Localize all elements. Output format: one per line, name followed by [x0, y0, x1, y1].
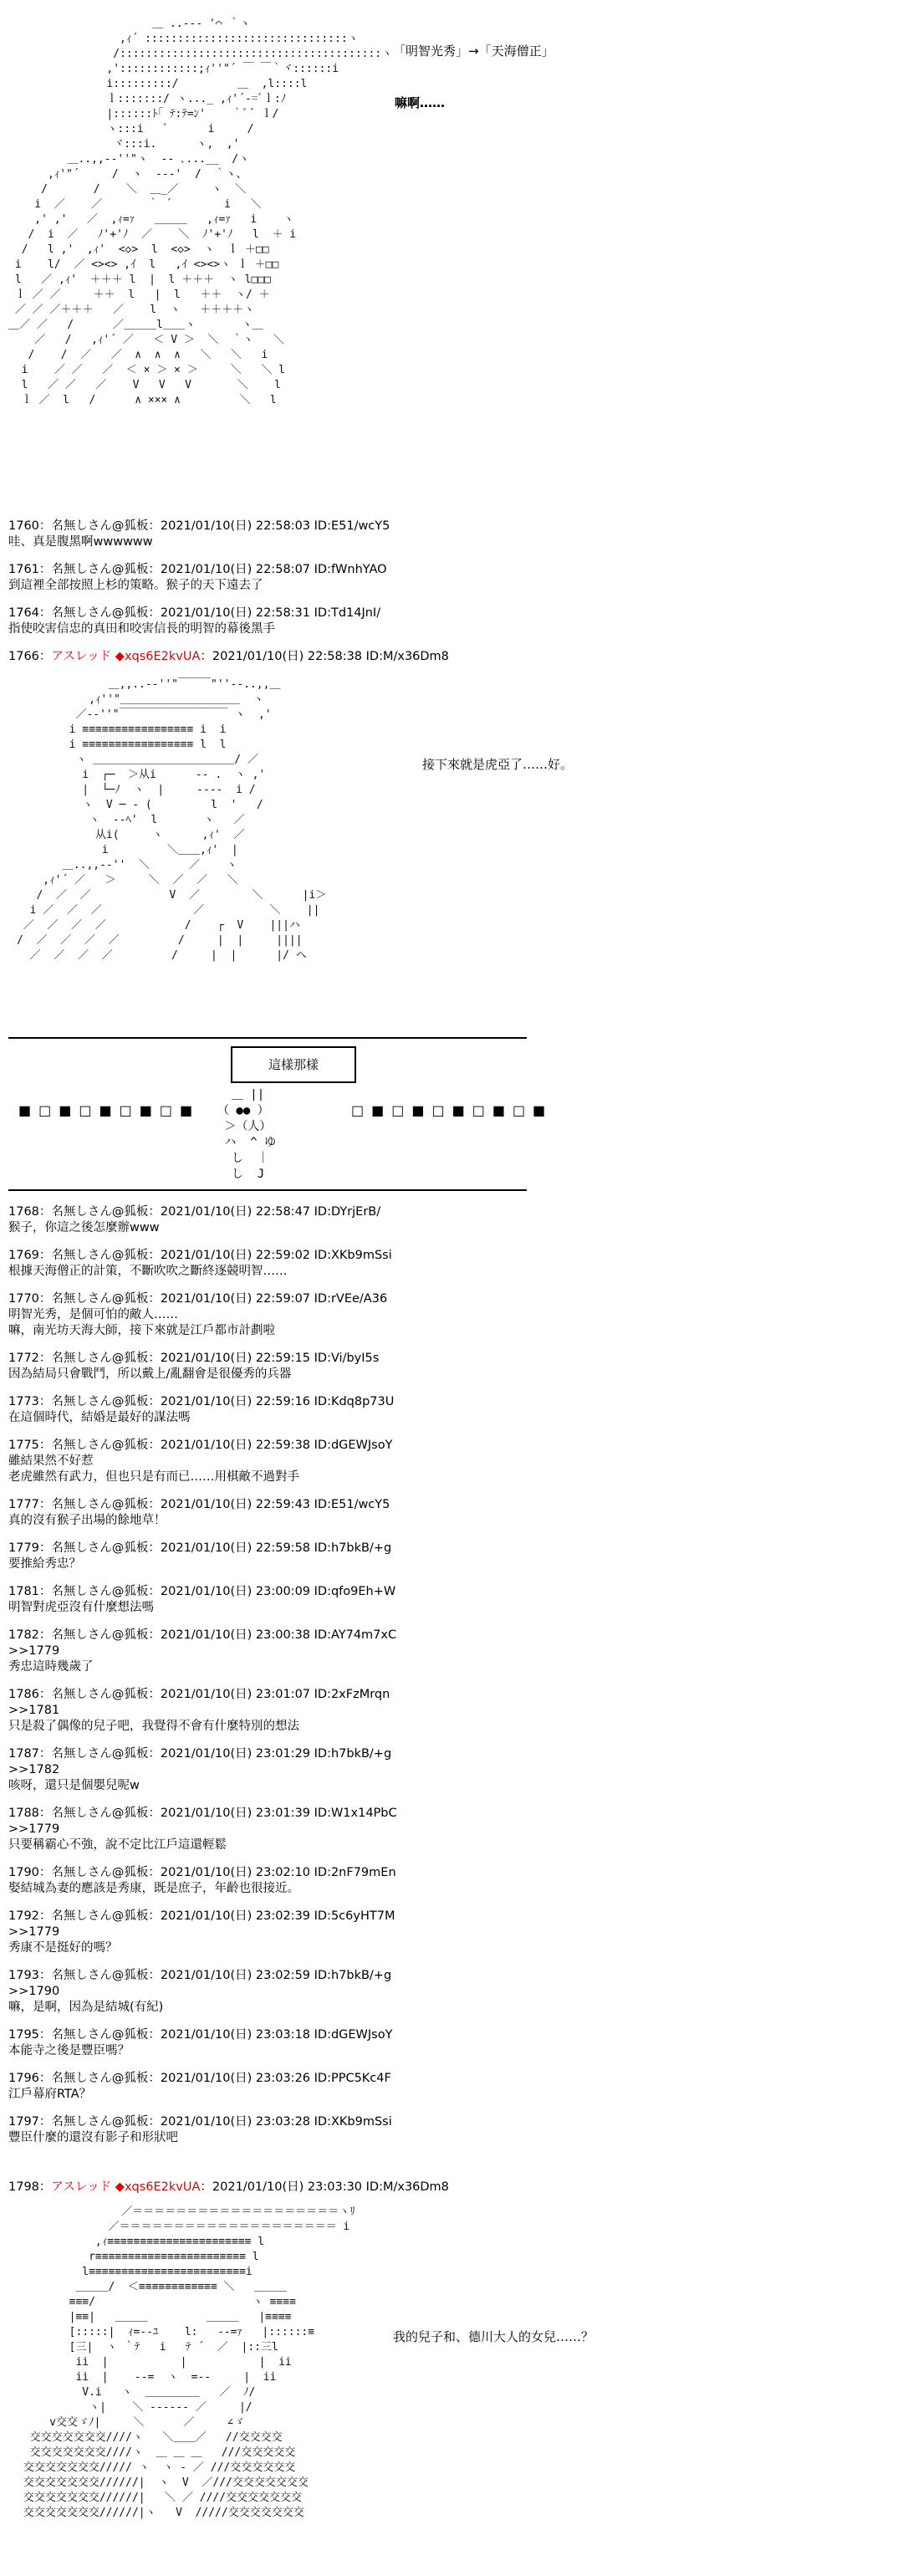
- post: [8, 2114, 895, 2146]
- author-name: アスレッド ◆xqs6E2kvUA: [51, 2180, 201, 2194]
- post: [8, 1584, 895, 1616]
- post: [8, 1628, 895, 1675]
- scene-divider-bottom: [8, 1189, 527, 1191]
- post: [8, 1291, 895, 1339]
- reply-anchor[interactable]: >>1779: [8, 1822, 60, 1836]
- post-header: 1768：名無しさん@狐板：2021/01/10(日) 22:58:47 ID:DYrjErB/: [8, 1205, 381, 1219]
- post-line: 嘛，南光坊天海大師，接下來就是江戶都市計劃啦: [8, 1324, 275, 1337]
- post-header: 1788：名無しさん@狐板：2021/01/10(日) 23:01:39 ID:W1x14PbC: [8, 1807, 397, 1820]
- post-line: 雖結果然不好惹: [8, 1454, 94, 1468]
- post: [8, 1497, 895, 1529]
- post-line: 因為結局只會戰鬥，所以戴上/亂翻會是很優秀的兵器: [8, 1367, 292, 1381]
- post-header: 1782：名無しさん@狐板：2021/01/10(日) 23:00:38 ID:AY74m7xC: [8, 1628, 397, 1642]
- author-post-header: [8, 2180, 895, 2195]
- post: [8, 1394, 895, 1426]
- post-line: 秀康不是挺好的嗎？: [8, 1941, 118, 1955]
- author-name: アスレッド ◆xqs6E2kvUA: [51, 650, 201, 663]
- post-line: 只要稱霸心不強，說不定比江戶這還輕鬆: [8, 1838, 227, 1852]
- post: [8, 519, 895, 550]
- post-header: 1793：名無しさん@狐板：2021/01/10(日) 23:02:59 ID:h7bkB/+g: [8, 1969, 392, 1982]
- post: [8, 1248, 895, 1280]
- post: [8, 606, 895, 637]
- post: [8, 1968, 895, 2016]
- post-line: 豐臣什麼的還沒有影子和形狀吧: [8, 2131, 178, 2144]
- post-line: 要推給秀忠？: [8, 1557, 81, 1571]
- post: [8, 1687, 895, 1735]
- post-header: 1796：名無しさん@狐板：2021/01/10(日) 23:03:26 ID:PPC5Kc4F: [8, 2072, 391, 2085]
- post: [8, 1909, 895, 1956]
- post: [8, 2071, 895, 2103]
- post-line: 明智對虎亞沒有什麼想法嗎: [8, 1601, 154, 1614]
- pattern-marks-left: ■□■□■□■□■: [18, 1102, 201, 1118]
- reply-anchor[interactable]: >>1782: [8, 1763, 60, 1776]
- post-header: 1777：名無しさん@狐板：2021/01/10(日) 22:59:43 ID:E51/wcY5: [8, 1498, 390, 1511]
- reply-anchor[interactable]: >>1790: [8, 1985, 60, 1998]
- reply-anchor[interactable]: >>1779: [8, 1644, 60, 1658]
- ascii-art-figure-1: ＿ ..-‐‐ '⌒ ｀ヽ ,ｨ´ :::::::::::::::::::::::::::::::ヽ /::::::::::::::::::::::::::::::::::::::::ヽ ,'::::::::::::;ｨ''"´ ￣ ￣｀ヾ::::::i i:::::::::/ ＿ ,l::::l ｌ:::::::/ ヽ..._ ,ｨ'´-=ﾞｌ:ﾉ |::::::ﾄ｢ ﾃ:ﾃ=ﾝ' ｀ﾟ´ ｌ/ ヽ:::i ﾟ i / ヾ:::i. ヽ, ,' ＿..,,-‐''"ヽ ‐- ､...__ /ヽ ,ｨ'"´ / ヽ ‐-‐' / ｀ヽ、 / / ＼ ＿_／ ヽ ＼ i ／ ／ ｀ ´ i ＼ ,' ,' ／ ,ｨ=ｧ ＿＿＿ ,ｨ=ｧ i ヽ / i ／ ﾉ'+'ﾉ ／ ＼ ﾉ'+'ﾉ l ＋ i / l ,' ,ｨ' <◇> l <◇> ヽ ｌ ＋□□ i l/ ／ <><> ,ｲ l ,ｲ <><>ヽ ｌ ＋□□ l ／ ,ｨ' ＋＋＋ l | l ＋＋＋ ヽ l□□□ ｌ ／ ／ ＋＋ l | l ＋＋ ヽ/ ＋ ／ ／ ／＋＋＋ ／ l ヽ ＋＋＋＋ヽ ＿／ ／ / ／＿＿＿l＿＿ヽ ヽ＿ ／ / ,ｨ'´ ／ ＜ V ＞ ＼ ｀ヽ ＼ / / ／ ／ ∧ ∧ ∧ ＼ ＼ i i ／ ／ ／ ＜ × ＞ × ＞ ＼ ＼ l l ／ ／ ／ V V V ＼ l ｌ ／ l / ∧ ××× ∧ ＼ l: [8, 18, 393, 406]
- post-line: 秀忠這時幾歲了: [8, 1660, 94, 1674]
- post-line: 江戶幕府RTA？: [8, 2088, 92, 2101]
- scene-divider-top: [8, 1037, 527, 1039]
- mascot-figure: ＿ || （ ●● ） ＞（人） ハ ^ ゆ し ｜ し J: [217, 1088, 277, 1181]
- post: [8, 1746, 895, 1794]
- ascii-art-figure-3: ／＝＝＝＝＝＝＝＝＝＝＝＝＝＝＝＝＝＝＝ヽﾘ ／＝＝＝＝＝＝＝＝＝＝＝＝＝＝＝＝＝＝＝＝ i ,ｨ≡≡≡≡≡≡≡≡≡≡≡≡≡≡≡≡≡≡≡≡≡≡ l r≡≡≡≡≡≡≡≡≡≡≡≡≡≡≡≡≡≡≡≡≡≡≡ l l≡≡≡≡≡≡≡≡≡≡≡≡≡≡≡≡≡≡≡≡≡≡≡≡i ＿＿＿/ ＜≡≡≡≡≡≡≡≡≡≡≡≡ ＼ ＿＿＿ ≡≡≡/ ヽ ≡≡≡≡ |≡≡| ＿＿＿ ＿＿＿ |≡≡≡≡ [:::::| ｨ=‐-ﾕ l: ‐-=ｧ |::::::≡ [三| ヽ ｀ﾃ i ﾃ ´ ／ |::三l ii | | | ii ii | ‐‐= ヽ =‐‐ | ii V.i ヽ ＿＿＿＿＿ ／ ﾉ/ ヽ| ＼ ‐----‐ ／ |/ v交交ゞﾉ| ＼ ／ ∠ゞ 交交交交交交交////ヽ ＼＿＿／ //交交交交 交交交交交交交////ヽ ＿ ＿ ＿ ///交交交交交 交交交交交交交///// ヽ ヽ ‐ ／ ///交交交交交交 交交交交交交交//////| ヽ V ／///交交交交交交交 交交交交交交交//////| ＼ ／ ////交交交交交交交 交交交交交交交//////|ヽ V /////交交交交交交交: [23, 2205, 355, 2519]
- reply-anchor[interactable]: >>1781: [8, 1704, 60, 1717]
- post-number: 1798：: [8, 2180, 52, 2194]
- post-line: 到這裡全部按照上杉的策略。猴子的天下遠去了: [8, 579, 263, 592]
- post-number: 1766：: [8, 650, 52, 663]
- post: [8, 1204, 895, 1236]
- post-line: 哇、真是腹黑啊wwwwww: [8, 535, 153, 549]
- figure-2-caption: 接下來就是虎亞了……好。: [422, 757, 574, 772]
- post-line: 只是殺了偶像的兒子吧，我覺得不會有什麼特別的想法: [8, 1720, 299, 1733]
- post-header: 1779：名無しさん@狐板：2021/01/10(日) 22:59:58 ID:h7bkB/+g: [8, 1541, 392, 1555]
- figure-1-caption-title: 「明智光秀」→「天海僧正」: [393, 43, 554, 59]
- post-header: 1797：名無しさん@狐板：2021/01/10(日) 23:03:28 ID:XKb9mSsi: [8, 2115, 392, 2129]
- post-line: 在這個時代，結婚是最好的謀法嗎: [8, 1411, 191, 1424]
- post: [8, 1541, 895, 1572]
- post-header: 1775：名無しさん@狐板：2021/01/10(日) 22:59:38 ID:dGEWJsoY: [8, 1439, 393, 1452]
- post-header: 1773：名無しさん@狐板：2021/01/10(日) 22:59:16 ID:Kdq8p73U: [8, 1395, 395, 1408]
- post-header: 1795：名無しさん@狐板：2021/01/10(日) 23:03:18 ID:dGEWJsoY: [8, 2028, 393, 2042]
- author-post-header: [8, 649, 895, 665]
- post-line: 咳呀，還只是個嬰兒呢w: [8, 1779, 140, 1792]
- post-line: 本能寺之後是豐臣嗎？: [8, 2044, 130, 2057]
- figure-3-caption: 我的兒子和、德川大人的女兒……？: [393, 2329, 594, 2344]
- post-header: 1787：名無しさん@狐板：2021/01/10(日) 23:01:29 ID:h7bkB/+g: [8, 1747, 392, 1761]
- post-line: 指使咬害信忠的真田和咬害信長的明智的幕後黑手: [8, 622, 275, 636]
- post-header: 1769：名無しさん@狐板：2021/01/10(日) 22:59:02 ID:XKb9mSsi: [8, 1249, 392, 1262]
- post: [8, 2027, 895, 2059]
- post-header: 1764：名無しさん@狐板：2021/01/10(日) 22:58:31 ID:Td14JnI/: [8, 606, 381, 620]
- ascii-art-figure-2: ＿,,..-‐''"￣￣￣"''‐-..,,＿ ,ｨ''"＿＿＿＿＿＿＿＿＿＿＿ ヽ ／-‐''"￣￣￣￣￣￣￣￣￣￣ ヽ ,' i ≡≡≡≡≡≡≡≡≡≡≡≡≡≡≡≡≡ i i i ≡≡≡≡≡≡≡≡≡≡≡≡≡≡≡≡≡ l l ヽ ＿＿＿＿＿＿＿＿＿＿＿＿＿/ ／ i ┌─ ＞从i -‐ . ヽ ,' | └─ﾉ ヽ | ‐--‐ i / ヽ V ─ ‐ ( l ' / ヽ ‐-ﾍ' l ヽ ／ 从i( ヽ ,ｨ' ／ i ＼＿＿,ｨ' | ＿..,,-‐'' ＼ ／ ヽ ,ｨ'´ ／ ＞ ＼ ／ ／ ＼ / ／ ／ V ／ ＼ |i＞ i ／ ／ ／ ／ ＼ || ／ ／ ／ ／ / ┌ V |||ハ / ／ ／ ／ ／ / | | |||| ／ ／ ／ ／ / | | |/ ヘ: [17, 678, 327, 962]
- post-header: 1760：名無しさん@狐板：2021/01/10(日) 22:58:03 ID:E51/wcY5: [8, 519, 390, 533]
- post-meta: ：2021/01/10(日) 22:58:38 ID:M/x36Dm8: [200, 650, 449, 663]
- figure-1-caption-sub: 嘛啊……: [395, 95, 446, 110]
- post-line: 嘛，是啊，因為是結城(有紀): [8, 2001, 164, 2014]
- post-header: 1770：名無しさん@狐板：2021/01/10(日) 22:59:07 ID:rVEe/A36: [8, 1292, 388, 1306]
- post-header: 1781：名無しさん@狐板：2021/01/10(日) 23:00:09 ID:qfo9Eh+W: [8, 1585, 396, 1598]
- post-meta: ：2021/01/10(日) 23:03:30 ID:M/x36Dm8: [200, 2180, 449, 2194]
- post-line: 老虎雖然有武力，但也只是有而已……用棋敵不過對手: [8, 1470, 299, 1484]
- post: [8, 1806, 895, 1853]
- reply-anchor[interactable]: >>1779: [8, 1925, 60, 1939]
- pattern-marks-right: □■□■□■□■□■: [351, 1102, 554, 1118]
- post-header: 1792：名無しさん@狐板：2021/01/10(日) 23:02:39 ID:5c6yHT7M: [8, 1909, 395, 1923]
- post-line: 娶結城為妻的應該是秀康，既是庶子，年齡也很接近。: [8, 1882, 299, 1895]
- post-header: 1786：名無しさん@狐板：2021/01/10(日) 23:01:07 ID:2xFzMrqn: [8, 1688, 390, 1701]
- post: [8, 562, 895, 594]
- scene-sign: 這樣那樣: [231, 1046, 356, 1083]
- post: [8, 1351, 895, 1383]
- post: [8, 1438, 895, 1485]
- post-header: 1772：名無しさん@狐板：2021/01/10(日) 22:59:15 ID:Vi/byI5s: [8, 1352, 380, 1365]
- post: [8, 1865, 895, 1897]
- post-line: 根據天海僧正的計策，不斷吹吹之斷終逐競明智……: [8, 1265, 288, 1278]
- post-header: 1790：名無しさん@狐板：2021/01/10(日) 23:02:10 ID:2nF79mEn: [8, 1866, 396, 1879]
- post-line: 真的沒有猴子出場的餘地草！: [8, 1514, 166, 1527]
- post-line: 明智光秀，是個可怕的敵人……: [8, 1308, 178, 1321]
- post-line: 猴子，你這之後怎麼辦www: [8, 1221, 160, 1234]
- post-header: 1761：名無しさん@狐板：2021/01/10(日) 22:58:07 ID:fWnhYAO: [8, 563, 387, 576]
